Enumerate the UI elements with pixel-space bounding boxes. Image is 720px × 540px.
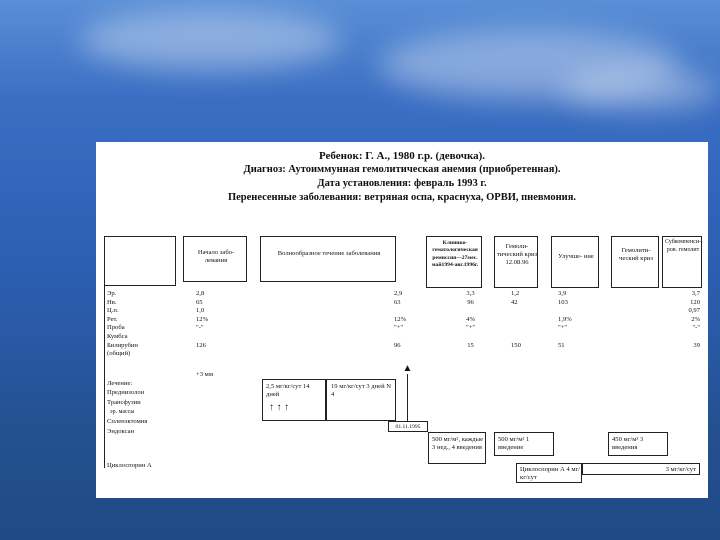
value-cell: 12% xyxy=(196,315,209,323)
value-cell xyxy=(466,333,475,342)
row-label: эр. массы xyxy=(110,409,135,415)
row-label: Трансфузии xyxy=(107,399,141,406)
prednisolone-course-1 xyxy=(262,379,326,421)
row-label: Лечение: xyxy=(107,380,133,387)
prednisolone-course-1-text: 2,5 мг/кг/сут 14 дней xyxy=(266,383,310,398)
phase-subcomp-label: Субкомпенси- ров. гемолит xyxy=(664,239,702,253)
phase-crisis2-label: Гемолити- ческий криз xyxy=(619,247,653,262)
onset-note: +3 мм xyxy=(196,371,214,378)
phase-wave-label: Волнообразное течение заболевания xyxy=(277,250,381,257)
endoxan-course-3 xyxy=(608,432,668,456)
value-cell xyxy=(394,307,406,316)
value-cell: 126 xyxy=(196,341,206,349)
phase-onset xyxy=(183,236,247,282)
value-cell xyxy=(511,307,521,316)
row-label: Кумбса xyxy=(107,333,128,340)
arrow-up-icon: ↑ ↑ ↑ xyxy=(269,402,289,413)
value-cell xyxy=(511,333,521,342)
value-cell: 42 xyxy=(511,298,518,306)
phase-subcomp xyxy=(662,236,702,288)
value-cell: 2,8 xyxy=(196,290,205,297)
value-cell: 3,3 xyxy=(466,290,475,297)
row-label: Эндоксан xyxy=(107,428,135,435)
labels-box xyxy=(104,236,176,286)
phase-improve xyxy=(551,236,599,288)
table-left-rule xyxy=(104,286,105,468)
row-label: Эр. xyxy=(107,290,117,297)
cyclosporin-course-2-text: 3 мг/кг/сут xyxy=(665,465,696,473)
row-label: Рет. xyxy=(107,315,118,323)
row-label: Спленэктомия xyxy=(107,418,148,425)
value-cell: 103 xyxy=(558,298,568,306)
value-cell: 1,2 xyxy=(511,290,520,297)
crisis1-values xyxy=(511,290,521,350)
value-cell xyxy=(511,316,521,325)
patient-line: Ребенок: Г. А., 1980 г.р. (девочка). xyxy=(318,150,486,162)
value-cell: "-" xyxy=(692,324,700,332)
value-cell: 15 xyxy=(467,341,474,349)
value-cell: 65 xyxy=(196,298,203,306)
value-cell xyxy=(196,333,208,342)
value-cell: "+" xyxy=(558,324,568,332)
value-cell xyxy=(511,324,521,333)
value-cell xyxy=(466,307,475,316)
value-cell xyxy=(558,307,572,316)
phase-improve-label: Улучше- ние xyxy=(558,253,594,260)
arrow-up-icon: ▲ xyxy=(402,363,413,374)
value-cell xyxy=(558,333,572,342)
prednisolone-course-2 xyxy=(326,379,396,421)
value-cell: 51 xyxy=(558,341,565,349)
cyclosporin-course-2 xyxy=(582,463,700,475)
sky-cloud xyxy=(80,10,340,70)
phase-wave xyxy=(260,236,396,282)
splenectomy-date: 01.11.1995 xyxy=(395,424,421,430)
diagnosis-line: Диагноз: Аутоиммунная гемолитическая анемия (приобретенная). xyxy=(243,164,561,175)
date-line: Дата установления: февраль 1993 г. xyxy=(317,178,487,189)
row-label: Преднизолон xyxy=(107,389,145,396)
value-cell: 1,0 xyxy=(196,307,205,315)
value-cell: 96 xyxy=(394,341,401,349)
splenectomy-arrow-shaft xyxy=(407,374,408,421)
endoxan-course-1 xyxy=(428,432,486,464)
row-label: (общий) xyxy=(107,350,131,358)
value-cell: 12% xyxy=(394,315,407,323)
splenectomy-date-box xyxy=(388,421,428,432)
onset-values xyxy=(196,290,208,350)
row-label: Нв. xyxy=(107,298,117,306)
value-cell xyxy=(676,333,700,342)
value-cell: "-" xyxy=(196,324,204,332)
cyclosporin-label: Циклоспорин А xyxy=(107,462,152,469)
phase-remission xyxy=(426,236,482,288)
value-cell: 4% xyxy=(466,315,475,323)
remission-values xyxy=(466,290,475,350)
phase-crisis1 xyxy=(494,236,538,288)
endoxan-course-1-text: 500 мг/м², каждые 3 нед., 4 введения xyxy=(432,436,483,451)
phase-crisis1-label: Гемоли- тический криз 12.08.96 xyxy=(496,243,538,266)
value-cell: "+" xyxy=(394,324,404,332)
endoxan-course-2 xyxy=(494,432,554,456)
slide-document xyxy=(96,142,708,498)
value-cell: 150 xyxy=(511,341,521,349)
row-label: Билирубин xyxy=(107,341,138,349)
sky-cloud xyxy=(560,70,720,110)
value-cell: "+" xyxy=(466,324,476,332)
prednisolone-course-2-text: 19 мг/кг/сут 3 дней N 4 xyxy=(331,383,392,398)
value-cell: 39 xyxy=(693,341,700,349)
pre-splen-values xyxy=(394,290,406,350)
value-cell: 63 xyxy=(394,298,401,306)
phase-remission-label: Клинико- гематологическая ремиссия—27мес. май1994-авг.1996г. xyxy=(431,240,479,269)
row-label: Проба xyxy=(107,324,125,332)
row-label: Ц.п. xyxy=(107,307,119,315)
value-cell: 96 xyxy=(467,298,474,306)
cyclosporin-course-1-text: Циклоспорин А 4 мг/кг/сут xyxy=(520,466,581,481)
endoxan-course-2-text: 500 мг/м² 1 введение xyxy=(498,436,530,451)
endoxan-course-3-text: 450 мг/м² 3 введения xyxy=(612,436,644,451)
phase-crisis2 xyxy=(611,236,659,288)
value-cell: 2,9 xyxy=(394,290,403,297)
phase-onset-label: Начало забо- левания xyxy=(197,249,235,264)
history-line: Перенесенные заболевания: ветряная оспа, краснуха, ОРВИ, пневмония. xyxy=(227,192,577,203)
cyclosporin-course-1 xyxy=(516,463,582,483)
value-cell: 3,7 xyxy=(691,290,700,297)
value-cell: 3,9 xyxy=(558,290,567,297)
value-cell: 1,9% xyxy=(558,315,572,323)
improve-values xyxy=(558,290,572,350)
value-cell xyxy=(394,333,406,342)
value-cell: 0,97 xyxy=(688,307,700,315)
value-cell: 2% xyxy=(691,315,700,323)
value-cell: 120 xyxy=(690,298,700,306)
subcomp-values xyxy=(676,290,700,350)
